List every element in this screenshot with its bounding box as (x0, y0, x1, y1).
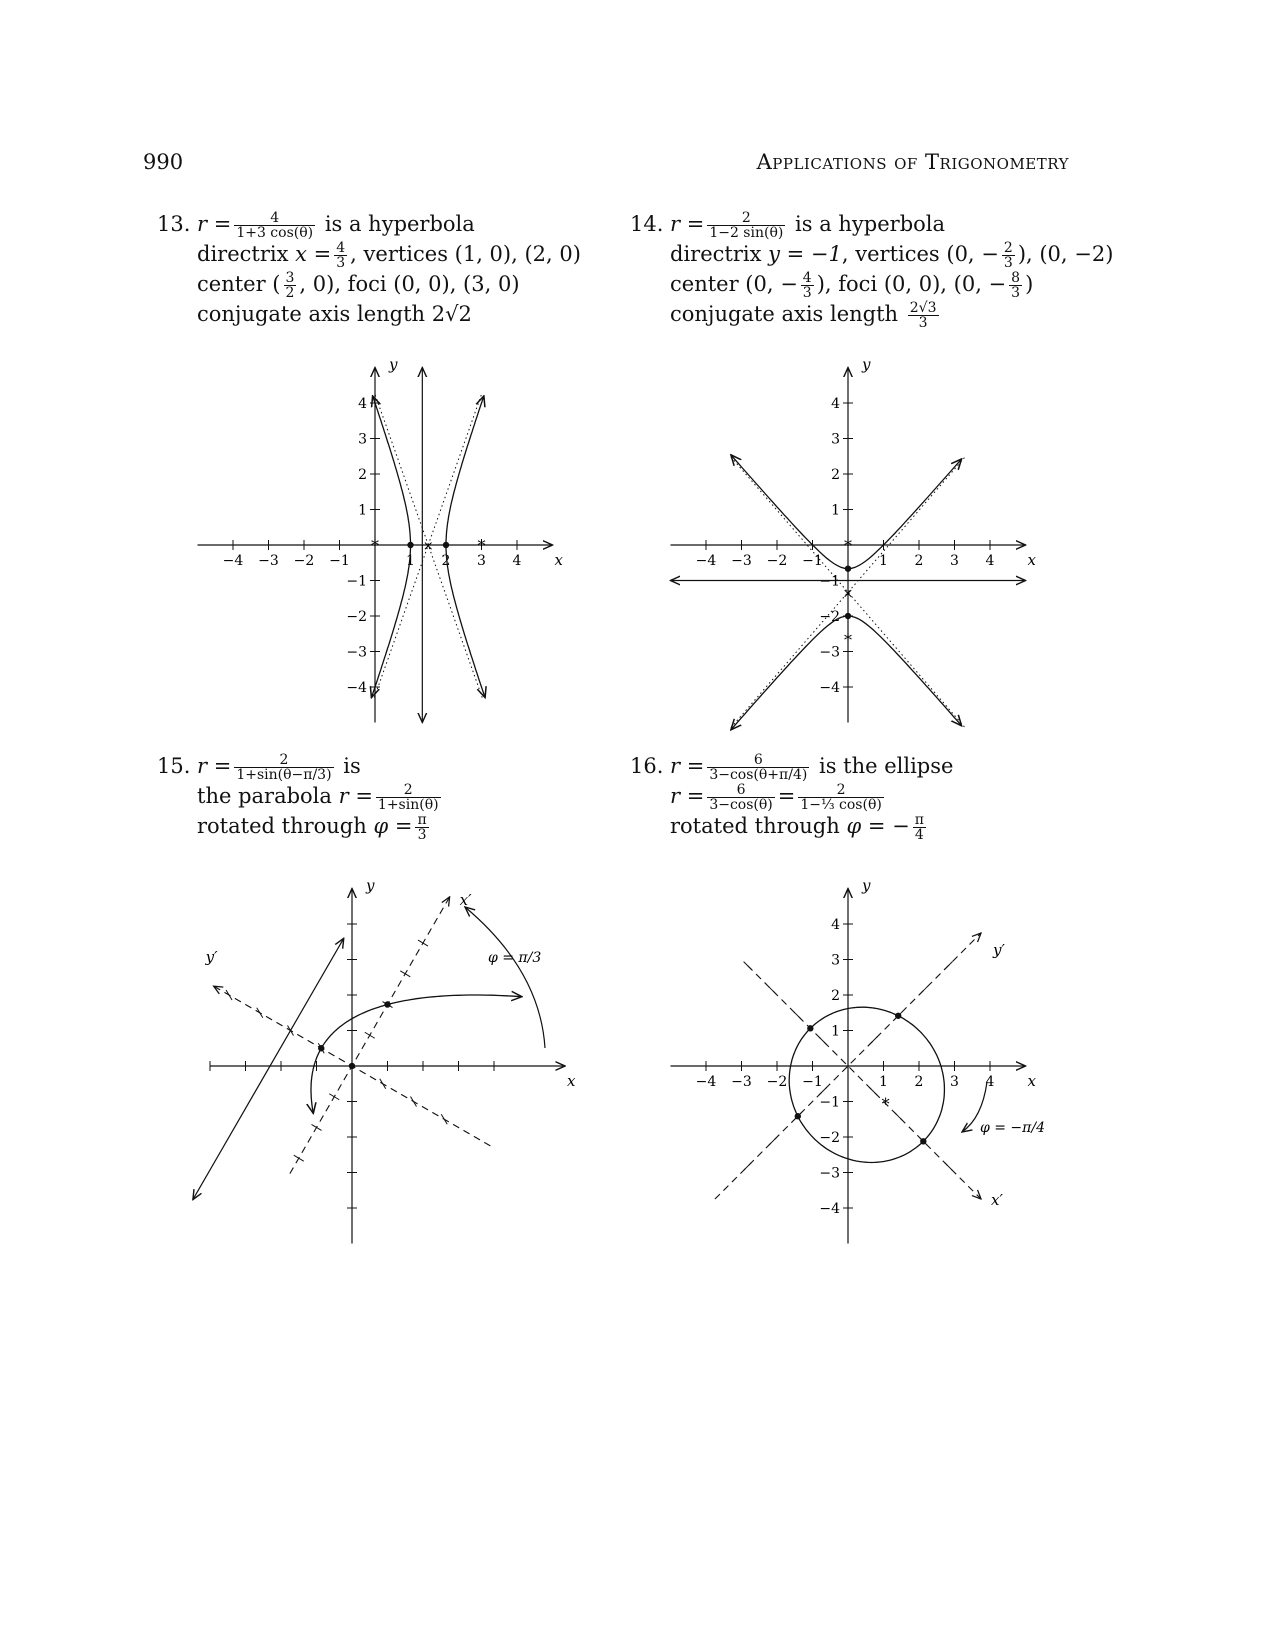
fraction-numerator: 2 (234, 753, 333, 768)
rotated-tick (329, 1094, 339, 1100)
rotated-tick (400, 971, 410, 977)
rotated-tick (869, 1087, 877, 1095)
text: center (0, − (670, 272, 798, 296)
text: rotated through (670, 814, 840, 838)
y-tick-label: 4 (831, 396, 840, 412)
equation-tail: is a hyperbola (324, 212, 475, 236)
y-tick-label: 3 (831, 952, 840, 969)
text: conjugate axis length 2√2 (197, 302, 472, 326)
x-tick-label: 4 (512, 553, 522, 569)
rotated-tick (441, 1114, 447, 1124)
x-tick-label: 1 (406, 553, 415, 569)
rotated-tick (418, 940, 428, 946)
x-tick-label: 4 (985, 553, 995, 569)
y-tick-label: 2 (831, 988, 840, 1004)
text: φ = − (846, 814, 910, 838)
focus-point (349, 1063, 355, 1069)
y-tick-label: −2 (346, 609, 367, 625)
vertex-point (845, 565, 851, 571)
y-tick-label: −4 (819, 1201, 840, 1217)
fraction-numerator: 4 (336, 240, 346, 256)
rotated-tick (919, 987, 927, 995)
fraction-denominator: 3 (1011, 285, 1021, 301)
fraction-denominator: 1+sin(θ) (377, 797, 439, 813)
rotated-tick (257, 1008, 263, 1018)
fraction-denominator: 3 (336, 255, 346, 271)
graph-13 (190, 350, 570, 740)
text: directrix (197, 242, 289, 266)
x-axis-label: x (1027, 1072, 1036, 1090)
rotated-tick (944, 1162, 952, 1170)
x-tick-label: −3 (731, 1074, 752, 1090)
y-tick-label: 2 (831, 467, 840, 483)
x-tick-label: −2 (766, 553, 788, 569)
x-tick-label: −1 (802, 553, 823, 569)
text: y = −1 (768, 242, 842, 266)
x-tick-label: −3 (731, 553, 752, 569)
text: ), foci (0, 0), (0, − (816, 272, 1007, 296)
y-tick-label: −2 (819, 609, 840, 625)
x-tick-label: 3 (950, 553, 959, 569)
curve-point (384, 1001, 390, 1007)
angle-label: φ = π/3 (488, 950, 542, 966)
x-tick-label: 4 (985, 1074, 995, 1090)
focus-point: * (477, 536, 486, 555)
parabola (311, 995, 522, 1113)
problem-15 (157, 752, 577, 842)
fraction-denominator: 1−⅓ cos(θ) (800, 797, 882, 813)
rotated-tick (226, 990, 232, 1000)
x-tick-label: −4 (695, 1074, 717, 1090)
rotated-tick (794, 1012, 802, 1020)
x-tick-label: 2 (441, 553, 451, 569)
x-tick-label: −3 (258, 553, 279, 569)
y-tick-label: −1 (819, 573, 840, 590)
fraction-denominator: 4 (914, 827, 924, 843)
rotated-tick (744, 962, 752, 970)
text: φ = (373, 814, 413, 838)
fraction-denominator: 1+3 cos(θ) (236, 225, 314, 241)
y-axis-label: y (862, 355, 871, 374)
problem-number: 15. (157, 754, 191, 778)
problem-14 (630, 210, 1114, 331)
y-tick-label: 1 (831, 1023, 840, 1040)
y-tick-label: −3 (346, 644, 367, 661)
y-tick-label: 1 (358, 502, 367, 519)
center-point: × (422, 539, 434, 554)
fraction-numerator: 4 (234, 211, 315, 226)
focus-point: * (881, 1094, 890, 1114)
y-tick-label: −2 (819, 1130, 840, 1146)
text: the parabola (197, 784, 332, 808)
rotated-y-label: y′ (205, 948, 218, 967)
x-axis-label: x (554, 551, 563, 569)
focus-point: * (371, 536, 379, 555)
graph-16 (660, 870, 1060, 1260)
text: rotated through (197, 814, 367, 838)
equation-tail: is the ellipse (819, 754, 954, 778)
rotated-tick (769, 1137, 777, 1145)
y-tick-label: 3 (831, 431, 840, 448)
text: x = (295, 242, 332, 266)
y-tick-label: −4 (819, 680, 840, 696)
equation-lhs: r = (670, 754, 705, 778)
text: , 0), foci (0, 0), (3, 0) (299, 272, 520, 296)
angle-label: φ = −π/4 (980, 1120, 1045, 1136)
y-tick-label: −1 (346, 573, 367, 590)
x-axis-label: x (1027, 551, 1036, 569)
fraction-denominator: 3 (802, 285, 812, 301)
y-tick-label: 3 (358, 431, 367, 448)
curve-point (807, 1025, 813, 1031)
curve-point (795, 1113, 801, 1119)
fraction-denominator: 1+sin(θ−π/3) (236, 767, 332, 783)
problem-16 (630, 752, 1090, 842)
y-tick-label: −3 (819, 1165, 840, 1182)
rotated-x-label: x′ (459, 890, 472, 909)
x-tick-label: −2 (293, 553, 315, 569)
x-tick-label: 2 (914, 553, 924, 569)
problem-number: 16. (630, 754, 664, 778)
x-tick-label: −4 (695, 553, 717, 569)
y-axis-label: y (862, 876, 871, 895)
rotated-tick (944, 962, 952, 970)
x-tick-label: −4 (222, 553, 244, 569)
curve-point (895, 1013, 901, 1019)
text: , vertices (1, 0), (2, 0) (350, 242, 581, 266)
problem-number: 13. (157, 212, 191, 236)
fraction-numerator: 2 (1003, 240, 1013, 256)
curve-point (920, 1138, 926, 1144)
vertex-point (443, 542, 449, 548)
x-tick-label: 2 (914, 1074, 924, 1090)
problem-13 (157, 210, 581, 329)
running-title: Applications of Trigonometry (756, 150, 1069, 174)
page-number: 990 (143, 150, 184, 174)
rotated-tick (294, 1155, 304, 1161)
rotated-tick (410, 1096, 416, 1106)
problem-number: 14. (630, 212, 664, 236)
x-tick-label: 1 (879, 553, 888, 569)
text: ), (0, −2) (1017, 242, 1114, 266)
fraction-numerator: 2√3 (909, 300, 937, 316)
fraction-numerator: 6 (707, 783, 774, 798)
angle-arc (465, 907, 545, 1048)
fraction-numerator: 4 (802, 270, 812, 286)
y-axis-label: y (366, 876, 375, 895)
text: r = (338, 784, 373, 808)
y-tick-label: −1 (819, 1094, 840, 1111)
focus-point: * (844, 536, 852, 555)
rotated-tick (869, 1037, 877, 1045)
rotated-tick (769, 987, 777, 995)
graph-14 (660, 350, 1040, 740)
equation-tail: is (343, 754, 361, 778)
fraction-numerator: π (417, 812, 427, 828)
fraction-numerator: 8 (1011, 270, 1021, 286)
fraction-denominator: 3 (1003, 255, 1013, 271)
equation-lhs: r = (670, 212, 705, 236)
rotated-y-label: y′ (993, 940, 1005, 959)
y-tick-label: 4 (831, 917, 840, 933)
text: center ( (197, 272, 281, 296)
rotated-tick (894, 1112, 902, 1120)
rotated-tick (365, 1032, 375, 1038)
x-axis-label: x (567, 1072, 576, 1090)
fraction-denominator: 3−cos(θ+π/4) (709, 767, 808, 783)
text: ) (1025, 272, 1034, 296)
fraction-denominator: 3 (918, 315, 928, 331)
x-tick-label: 1 (879, 1074, 888, 1090)
fraction-numerator: π (914, 812, 924, 828)
fraction-numerator: 3 (285, 270, 295, 286)
rotated-tick (819, 1037, 827, 1045)
x-tick-label: −1 (329, 553, 350, 569)
equation-lhs: r = (197, 212, 232, 236)
curve-point (318, 1045, 324, 1051)
directrix (193, 938, 344, 1199)
fraction-denominator: 2 (285, 285, 295, 301)
x-tick-label: 3 (950, 1074, 959, 1090)
text: directrix (670, 242, 762, 266)
graph-15 (190, 870, 590, 1260)
text: conjugate axis length (670, 302, 899, 326)
y-tick-label: −4 (346, 680, 367, 696)
fraction-numerator: 2 (376, 783, 441, 798)
equation-tail: is a hyperbola (795, 212, 946, 236)
text: r = (670, 784, 705, 808)
fraction-denominator: 1−2 sin(θ) (709, 225, 784, 241)
x-tick-label: −1 (802, 1074, 823, 1090)
rotated-tick (744, 1162, 752, 1170)
rotated-tick (312, 1124, 322, 1130)
rotated-x-label: x′ (991, 1191, 1003, 1210)
y-tick-label: −3 (819, 644, 840, 661)
y-tick-label: 2 (358, 467, 367, 483)
center-point: × (842, 586, 854, 602)
rotated-tick (380, 1079, 386, 1089)
y-axis-label: y (389, 355, 398, 374)
y-tick-label: 1 (831, 502, 840, 519)
fraction-numerator: 6 (707, 753, 809, 768)
text: , vertices (0, − (841, 242, 999, 266)
fraction-numerator: 2 (798, 783, 883, 798)
focus-point: * (844, 630, 852, 650)
text: = (777, 784, 796, 808)
x-tick-label: −2 (766, 1074, 788, 1090)
x-tick-label: 3 (477, 553, 486, 569)
fraction-denominator: 3 (417, 827, 427, 843)
equation-lhs: r = (197, 754, 232, 778)
fraction-numerator: 2 (707, 211, 785, 226)
y-tick-label: 4 (358, 396, 367, 412)
vertex-point (845, 613, 851, 619)
fraction-denominator: 3−cos(θ) (709, 797, 773, 813)
vertex-point (407, 542, 413, 548)
